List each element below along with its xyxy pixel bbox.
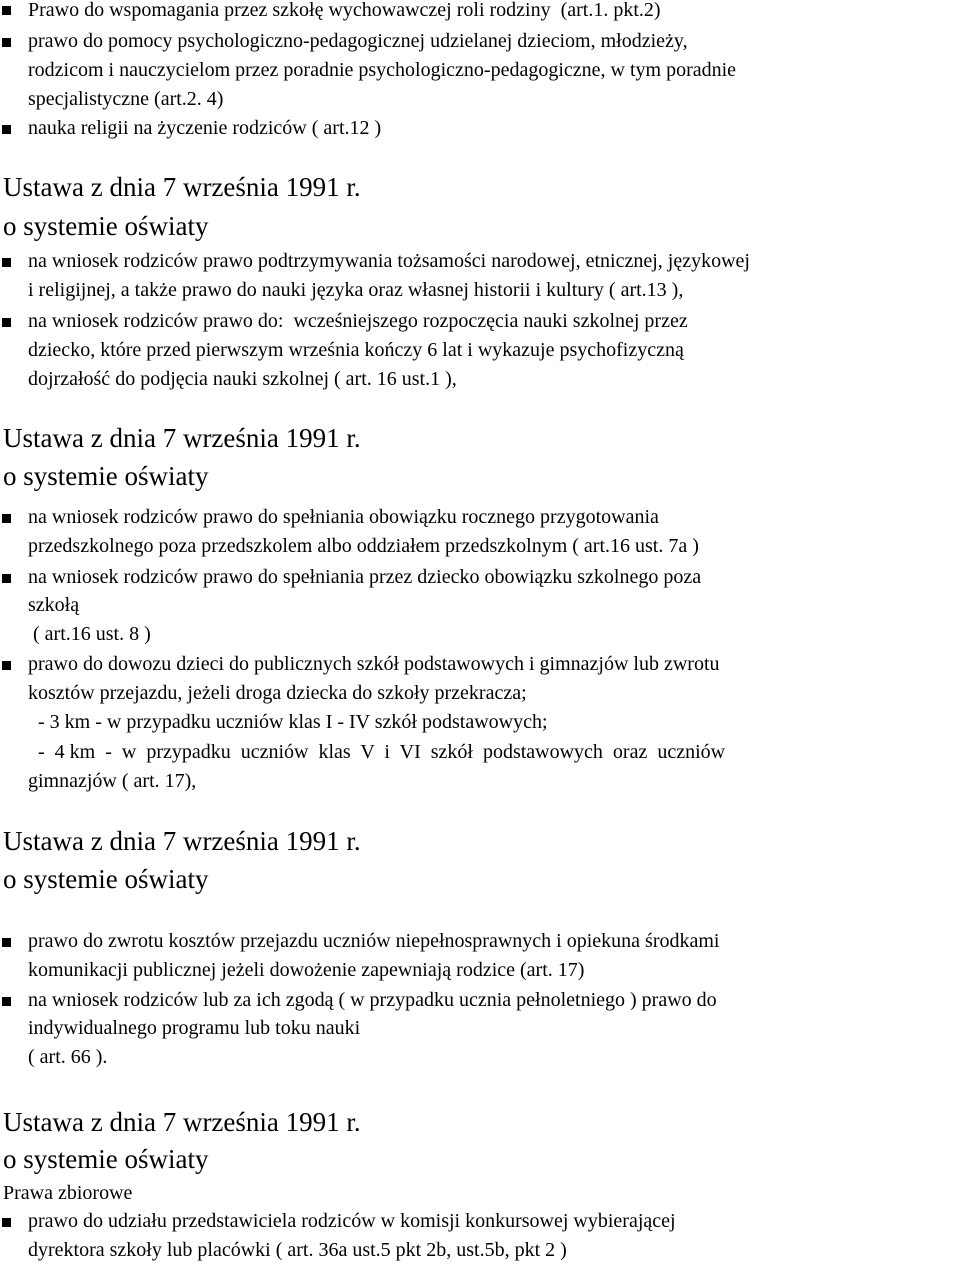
- list-item-line: kosztów przejazdu, jeżeli droga dziecka do szkoły przekracza;: [28, 682, 527, 704]
- bullet-square-icon: [2, 661, 11, 670]
- section-heading-title: Ustawa z dnia 7 września 1991 r.: [3, 1107, 361, 1137]
- list-item-line: dziecko, które przed pierwszym września kończy 6 lat i wykazuje psychofizyczną: [28, 339, 684, 361]
- list-item-line: specjalistyczne (art.2. 4): [28, 88, 224, 110]
- list-item-line: ( art. 66 ).: [28, 1046, 108, 1068]
- list-item-line: przedszkolnego poza przedszkolem albo oddziałem przedszkolnym ( art.16 ust. 7a ): [28, 535, 699, 557]
- list-item-line: prawo do pomocy psychologiczno-pedagogicznej udzielanej dzieciom, młodzieży,: [28, 30, 688, 52]
- bullet-square-icon: [2, 125, 11, 134]
- section-heading-subtitle: o systemie oświaty: [3, 864, 209, 894]
- list-item-line: nauka religii na życzenie rodziców ( art.12 ): [28, 117, 382, 139]
- bullet-square-icon: [2, 318, 11, 327]
- list-item-line: prawo do zwrotu kosztów przejazdu uczniów niepełnosprawnych i opiekuna środkami: [28, 930, 720, 952]
- list-item-line: dojrzałość do podjęcia nauki szkolnej ( art. 16 ust.1 ),: [28, 368, 457, 390]
- list-item-line: i religijnej, a także prawo do nauki języka oraz własnej historii i kultury ( art.13 ),: [28, 279, 684, 301]
- list-item-line: na wniosek rodziców lub za ich zgodą ( w przypadku ucznia pełnoletniego ) prawo do: [28, 989, 717, 1011]
- section-heading-title: Ustawa z dnia 7 września 1991 r.: [3, 172, 361, 202]
- section-heading-subtitle: o systemie oświaty: [3, 1144, 209, 1174]
- list-item-line: rodzicom i nauczycielom przez poradnie psychologiczno-pedagogiczne, w tym poradnie: [28, 59, 737, 81]
- list-item-line: na wniosek rodziców prawo do spełniania przez dziecko obowiązku szkolnego poza: [28, 566, 702, 588]
- list-item-line: gimnazjów ( art. 17),: [28, 770, 197, 792]
- list-item-line: prawo do dowozu dzieci do publicznych szkół podstawowych i gimnazjów lub zwrotu: [28, 653, 720, 675]
- list-item-line: na wniosek rodziców prawo podtrzymywania tożsamości narodowej, etnicznej, językowej: [28, 250, 750, 272]
- list-item-line: - 3 km - w przypadku uczniów klas I - IV szkół podstawowych;: [28, 711, 548, 733]
- bullet-square-icon: [2, 514, 11, 523]
- section-heading-subtitle: o systemie oświaty: [3, 211, 209, 241]
- list-item-line: prawo do udziału przedstawiciela rodziców w komisji konkursowej wybierającej: [28, 1210, 676, 1232]
- section-label: Prawa zbiorowe: [3, 1182, 133, 1204]
- list-item-line: ( art.16 ust. 8 ): [28, 623, 151, 645]
- bullet-square-icon: [2, 997, 11, 1006]
- list-item-line: szkołą: [28, 594, 80, 616]
- list-item-line: dyrektora szkoły lub placówki ( art. 36a ust.5 pkt 2b, ust.5b, pkt 2 ): [28, 1239, 567, 1261]
- list-item-line: na wniosek rodziców prawo do spełniania obowiązku rocznego przygotowania: [28, 506, 659, 528]
- list-item-line: komunikacji publicznej jeżeli dowożenie zapewniają rodzice (art. 17): [28, 959, 585, 981]
- section-heading-title: Ustawa z dnia 7 września 1991 r.: [3, 423, 361, 453]
- section-heading-title: Ustawa z dnia 7 września 1991 r.: [3, 826, 361, 856]
- list-item-line: - 4 km - w przypadku uczniów klas V i VI szkół podstawowych oraz uczniów: [28, 741, 726, 763]
- bullet-square-icon: [2, 574, 11, 583]
- list-item-line: indywidualnego programu lub toku nauki: [28, 1017, 361, 1039]
- bullet-square-icon: [2, 258, 11, 267]
- list-item-line: na wniosek rodziców prawo do: wcześniejszego rozpoczęcia nauki szkolnej przez: [28, 310, 688, 332]
- section-heading-subtitle: o systemie oświaty: [3, 461, 209, 491]
- bullet-square-icon: [2, 938, 11, 947]
- bullet-square-icon: [2, 38, 11, 47]
- bullet-square-icon: [2, 6, 11, 15]
- list-item-line: Prawo do wspomagania przez szkołę wychowawczej roli rodziny (art.1. pkt.2): [28, 0, 661, 21]
- bullet-square-icon: [2, 1218, 11, 1227]
